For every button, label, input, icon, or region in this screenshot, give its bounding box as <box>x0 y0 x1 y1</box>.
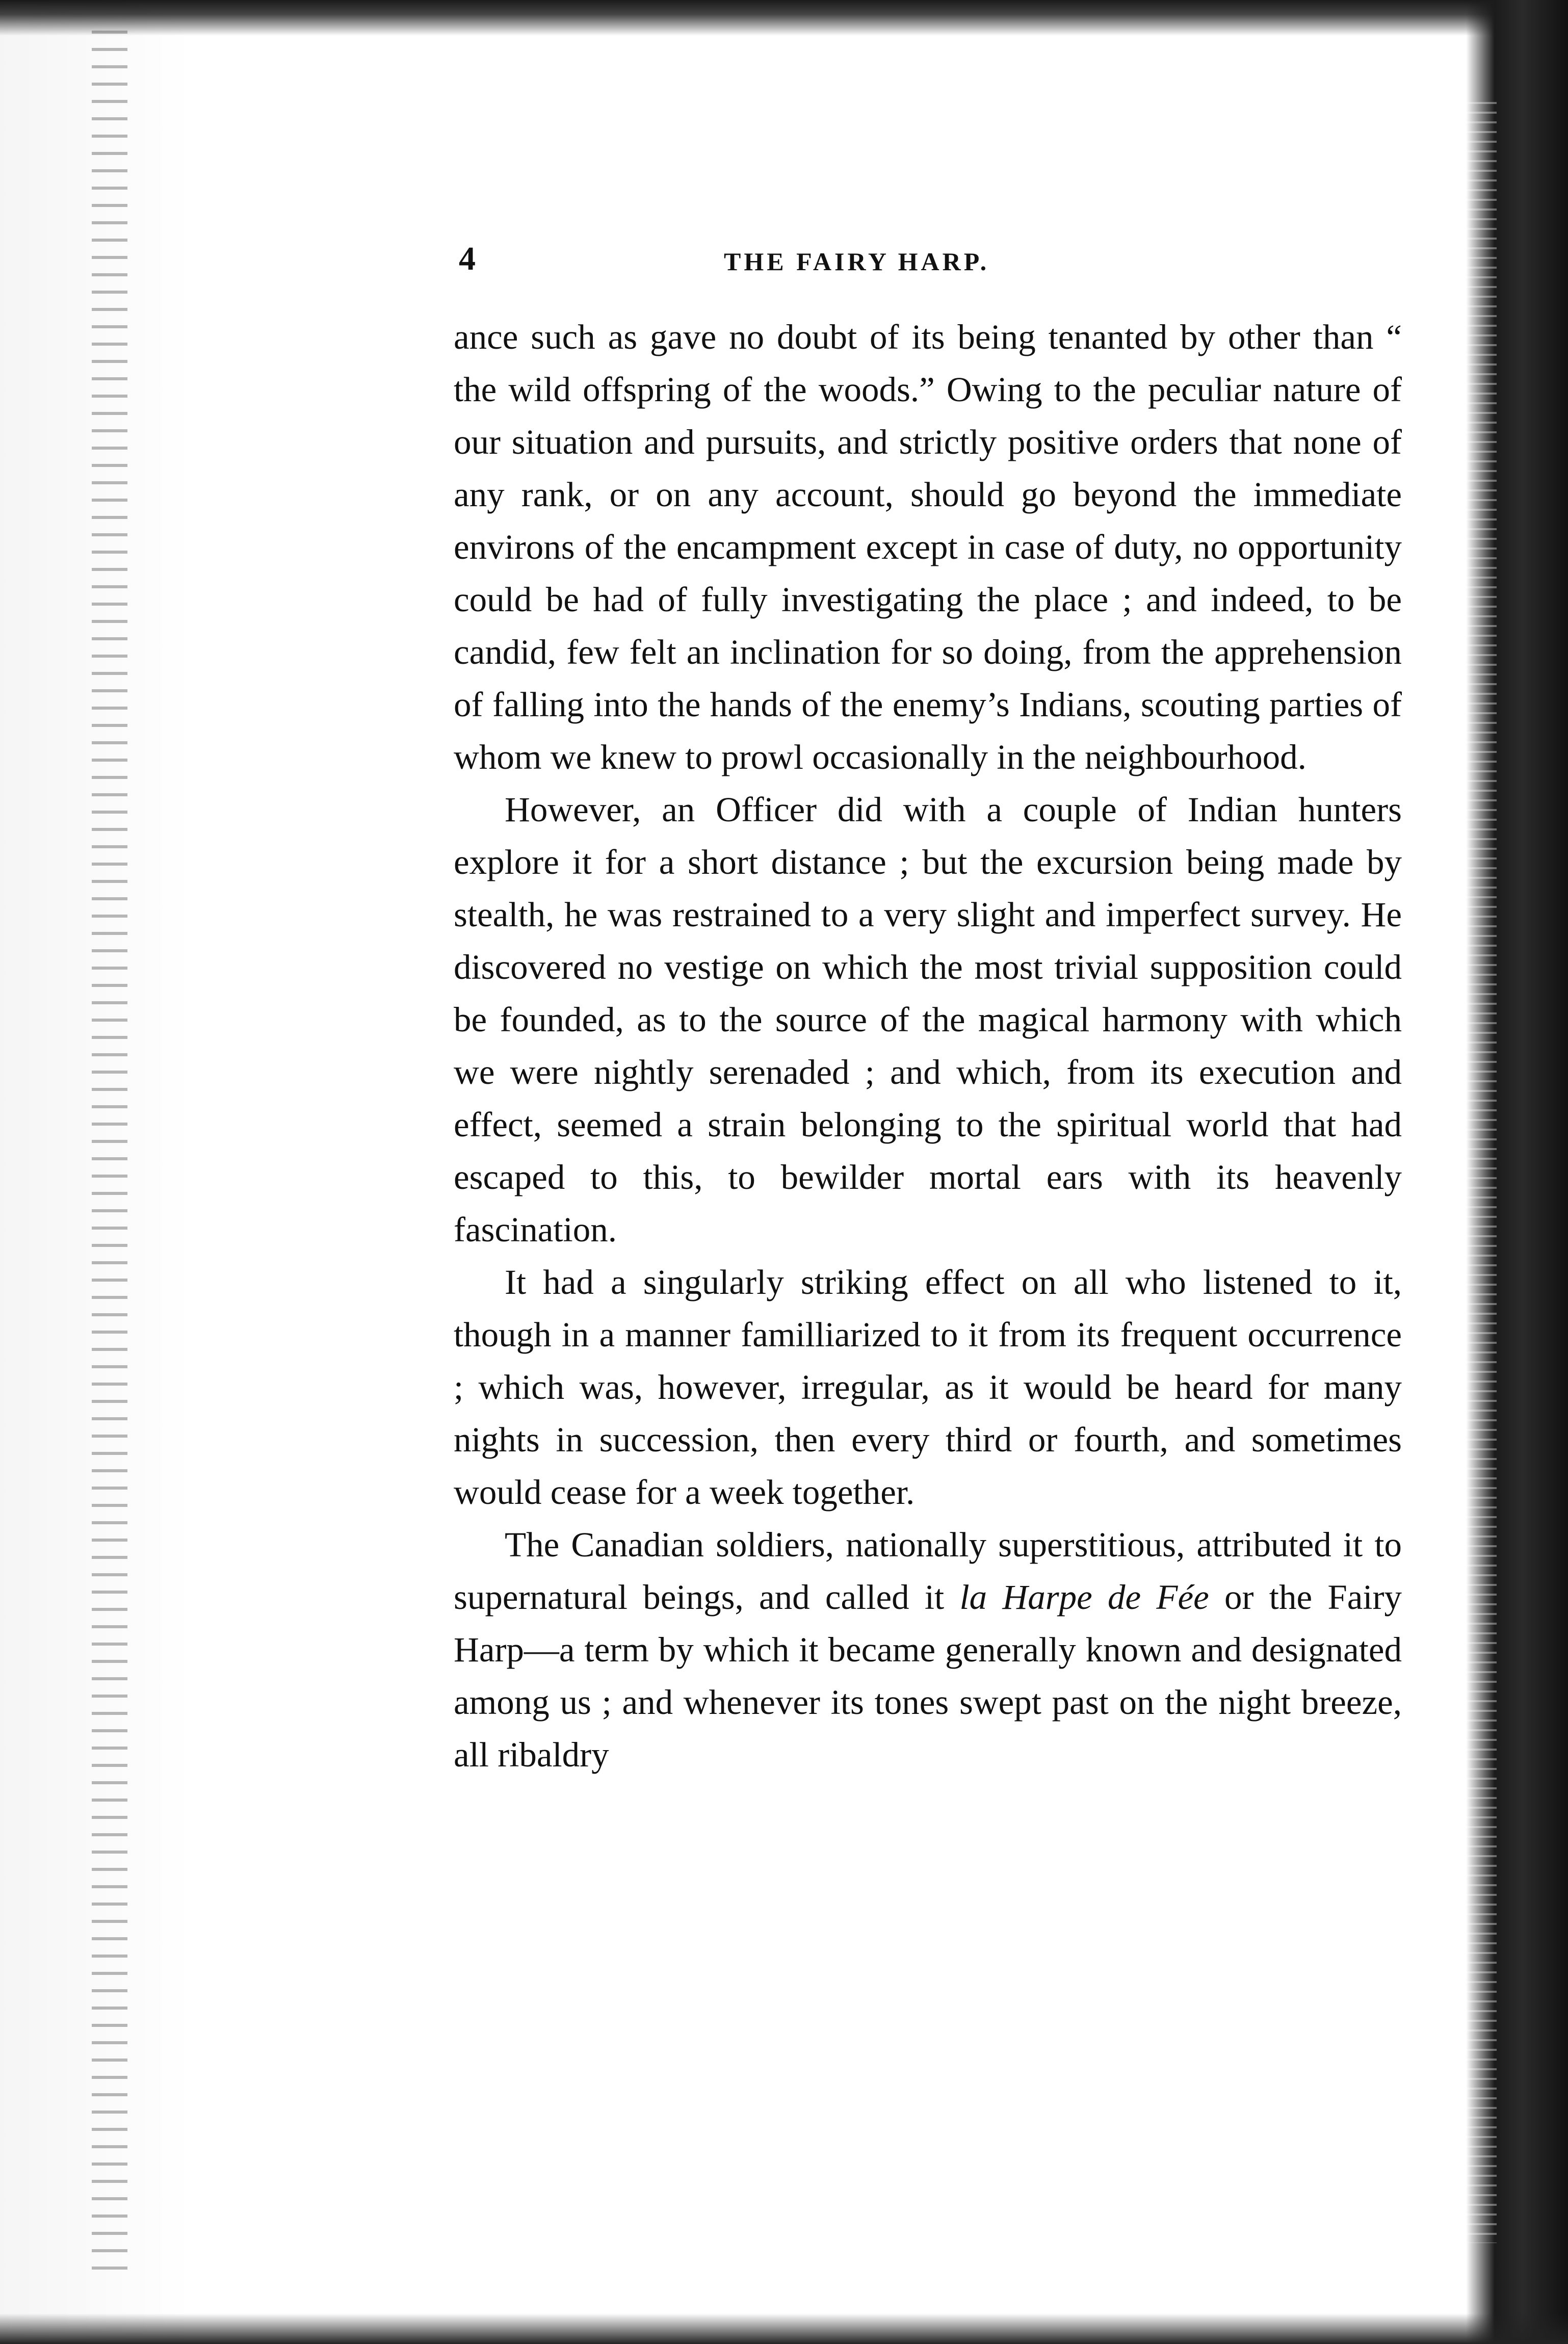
page-header <box>459 240 1427 285</box>
paragraph-text: It had a singularly striking effect on all who listened to it, though in a manner familliarized to it from its frequent occurrence ; which was, however, irregular, as it would be heard for many nights in succession, then every third or fourth, and sometimes would cease for a week together. <box>454 1263 1402 1512</box>
paragraph <box>454 1519 1402 1781</box>
italic-phrase: de Fée <box>1107 1578 1209 1617</box>
scan-edge-bottom <box>0 2313 1568 2344</box>
scan-edge-top <box>0 0 1568 36</box>
paragraph-text <box>1092 1578 1108 1617</box>
book-spine-shadow <box>92 31 127 2274</box>
paragraph <box>454 311 1402 784</box>
running-title: THE FAIRY HARP. <box>724 247 990 276</box>
scan-edge-speckle <box>1466 102 1497 2243</box>
page-number: 4 <box>459 240 476 277</box>
paragraph-text: The Canadian soldiers, nationally superstitious, attributed it to supernatural beings, and called it <box>454 1525 1402 1617</box>
body-text <box>454 311 1402 1781</box>
paragraph-text: ance such as gave no doubt of its being tenanted by other than “ the wild offspring of the woods.” Owing to the peculiar nature of our situation and pursuits, and strictly positive orders that none of any rank, or on any account, should go beyond the immediate environs of the encampment except in case of duty, no opportunity could be had of fully investigating the place ; and indeed, to be candid, few felt an inclination for so doing, from the apprehension of falling into the hands of the enemy’s Indians, scouting parties of whom we knew to prowl occasionally in the neighbourhood. <box>454 318 1402 776</box>
paragraph <box>454 784 1402 1256</box>
paragraph-text: However, an Officer did with a couple of Indian hunters explore it for a short distance ; but the excursion being made by stealth, he was restrained to a very slight and imperfect survey. He discovered no vestige on which the most trivial supposition could be founded, as to the source of the magical harmony with which we were nightly serenaded ; and which, from its execution and effect, seemed a strain belonging to the spiritual world that had escaped to this, to bewilder mortal ears with its heavenly fascination. <box>454 790 1402 1249</box>
italic-phrase: la Harpe <box>959 1578 1092 1617</box>
paragraph-text: or the Fairy Harp—a term by which it became generally known and designated among us ; and whenever its tones swept past on the night breeze, all ribaldry <box>454 1578 1402 1774</box>
paragraph <box>454 1256 1402 1519</box>
